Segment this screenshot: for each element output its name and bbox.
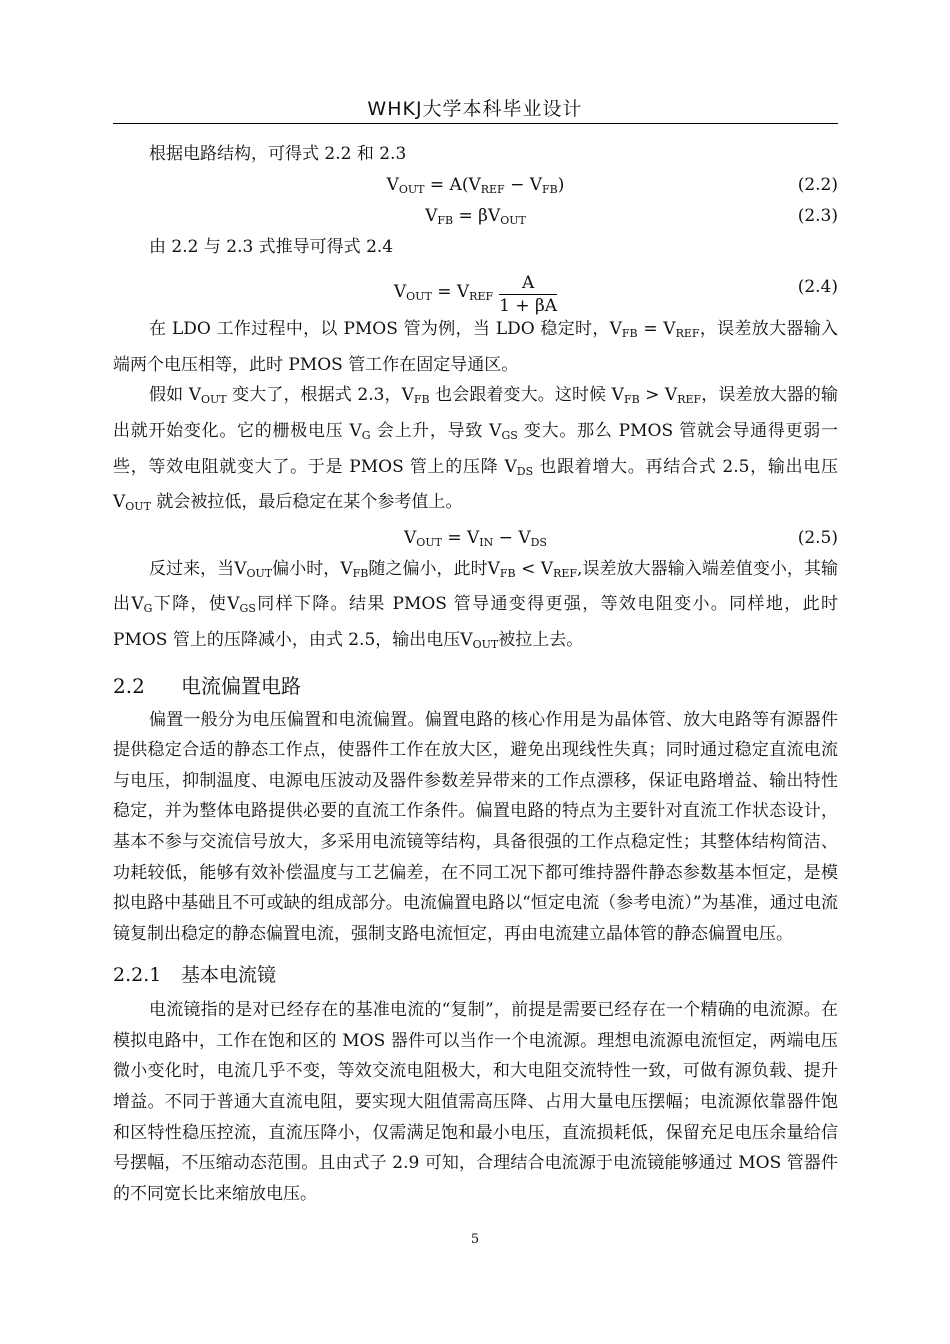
equation-number: (2.2) — [797, 174, 838, 195]
header-rule — [113, 123, 838, 124]
derive-line: 由 2.2 与 2.3 式推导可得式 2.4 — [149, 236, 394, 257]
text-run: 在 LDO 工作过程中，以 PMOS 管为例，当 LDO 稳定时，V — [149, 319, 622, 340]
eq-text: V — [393, 282, 407, 303]
denominator: 1 + βA — [499, 296, 558, 317]
subscript: FB — [499, 566, 516, 580]
eq-text: = A(V — [424, 174, 481, 195]
eq-text: ) — [557, 174, 565, 195]
eq-subscript: OUT — [416, 535, 442, 549]
subscript: FB — [413, 393, 430, 407]
paragraph-current-mirror: 电流镜指的是对已经存在的基准电流的“复制”，前提是需要已经存在一个精确的电流源。在模拟电路中，工作在饱和区的 MOS 器件可以当作一个电流源。理想电流源电流恒定，两端电压微小变化时，电流几乎不变，等效交流电阻极大，和大电阻交流特性一致，可做有源负载、提升增益。不同于普通大直流电阻，要实现大阻值需高压降、占用大量电压摆幅；电流源依靠器件饱和区特性稳压控流，直流压降小，仅需满足饱和最小电压，直流损耗低，保留充足电压余量给信号摆幅，不压缩动态范围。且由式子 2.9 可知，合理结合电流源于电流镜能够通过 MOS 管器件的不同宽长比来缩放电压。 — [113, 1000, 838, 1204]
eq-text: V — [386, 174, 399, 195]
eq-subscript: IN — [479, 535, 494, 549]
numerator: A — [499, 272, 557, 295]
subscript: GS — [501, 428, 518, 442]
subscript: REF — [553, 566, 578, 580]
equation-2-3-expression — [113, 201, 838, 236]
text-run: > V — [639, 385, 678, 406]
eq-text: = βV — [453, 205, 501, 226]
intro-line: 根据电路结构，可得式 2.2 和 2.3 — [149, 144, 407, 164]
equation-number: (2.3) — [797, 205, 838, 226]
subscript: FB — [352, 566, 369, 580]
page-number: 5 — [470, 1232, 480, 1247]
equation-2-2-expression — [113, 170, 838, 205]
eq-subscript: REF — [480, 182, 505, 196]
section-title: 电流偏置电路 — [181, 673, 301, 698]
text-run: 同样下降。结果 PMOS 管导通变得更强，等效电阻变小。同样地，此时 PMOS 管上的压降减小，由式 2.5，输出电压V — [113, 594, 838, 650]
eq-subscript: DS — [530, 535, 547, 549]
eq-text: = V — [441, 527, 480, 548]
eq-text: − V — [493, 527, 531, 548]
text-run: ,误差放大器输入端差值变小，其输出V — [113, 558, 839, 615]
eq-subscript: FB — [542, 182, 558, 196]
text-run: 反过来，当V — [149, 558, 247, 579]
text-run: 随之偏小，此时V — [368, 558, 500, 579]
paragraph-bias-overview: 偏置一般分为电压偏置和电流偏置。偏置电路的核心作用是为晶体管、放大电路等有源器件提供稳定合适的静态工作点，使器件工作在放大区，避免出现线性失真；同时通过稳定直流电流与电压，抑制温度、电源电压波动及器件参数差异带来的工作点漂移，保证电路增益、输出特性稳定，并为整体电路提供必要的直流工作条件。偏置电路的特点为主要针对直流工作状态设计，基本不参与交流信号放大，多采用电流镜等结构，具备很强的工作点稳定性；其整体结构简洁、功耗较低，能够有效补偿温度与工艺偏差，在不同工况下都可维持器件静态参数基本恒定，是模拟电路中基础且不可或缺的组成部分。电流偏置电路以“恒定电流（参考电流）”为基准，通过电流镜复制出稳定的静态偏置电流，强制支路电流恒定，再由电流建立晶体管的静态偏置电压。 — [113, 709, 838, 944]
equation-number: (2.4) — [797, 277, 838, 298]
paragraph-ldo-steady — [113, 314, 838, 380]
text-run: 下降，使V — [152, 594, 240, 615]
subscript: DS — [516, 464, 534, 478]
equation-2-4 — [113, 262, 838, 317]
text-run: 会上升，导致 V — [370, 420, 502, 441]
section-heading-2-2-1 — [113, 959, 838, 991]
subscript: OUT — [472, 637, 499, 651]
eq-text: = V — [431, 282, 470, 303]
text-run: < V — [515, 558, 554, 579]
subscript: FB — [623, 393, 640, 407]
text-run: 变大。那么 PMOS 管就会导通得更弱一些，等效电阻就变大了。于是 PMOS 管上的压降 V — [113, 420, 838, 477]
equation-2-2 — [113, 170, 838, 201]
text-run: 被拉上去。 — [498, 629, 584, 650]
text-run: 假如 V — [149, 385, 201, 406]
subscript: OUT — [201, 393, 227, 407]
eq-subscript: OUT — [500, 213, 526, 227]
page-body — [113, 139, 838, 1209]
text-run: 就会被拉低，最后稳定在某个参考值上。 — [150, 492, 463, 513]
subscript: G — [143, 602, 153, 616]
section-heading-2-2 — [113, 669, 838, 703]
subscript: REF — [675, 327, 700, 341]
header-title: WHKJ大学本科毕业设计 — [367, 98, 583, 120]
text-run: ，误差放大器的输出就开始变化。它的栅极电压 V — [113, 385, 838, 441]
eq-subscript: FB — [437, 213, 454, 227]
text-run: 也会跟着变大。这时候 V — [429, 385, 624, 406]
equation-2-5-expression — [113, 523, 838, 558]
equation-number: (2.5) — [797, 527, 838, 548]
text-run: = V — [637, 319, 676, 340]
equation-2-3 — [113, 201, 838, 232]
equation-2-5 — [113, 523, 838, 554]
eq-subscript: REF — [469, 290, 494, 304]
eq-text: V — [425, 205, 438, 226]
eq-text: V — [404, 527, 417, 548]
text-run: 偏小时，V — [272, 558, 353, 579]
subscript: GS — [239, 602, 256, 616]
subscript: OUT — [246, 566, 273, 580]
subscript: FB — [621, 327, 638, 341]
text-run: 也跟着增大。再结合式 2.5，输出电压 V — [113, 456, 839, 513]
fraction — [499, 272, 557, 317]
section-number: 2.2 — [113, 673, 145, 698]
subscript: G — [361, 428, 371, 442]
eq-text: − V — [504, 174, 543, 195]
subscript: OUT — [125, 500, 151, 514]
equation-2-4-expression — [113, 272, 838, 317]
text-run: 变大了，根据式 2.3，V — [226, 385, 414, 406]
subsection-number: 2.2.1 — [113, 964, 162, 987]
subsection-title: 基本电流镜 — [181, 964, 277, 987]
paragraph-vout-increase — [113, 380, 838, 522]
paragraph-vout-decrease — [113, 554, 838, 661]
subscript: REF — [677, 393, 702, 407]
eq-subscript: OUT — [398, 182, 425, 196]
eq-subscript: OUT — [406, 290, 432, 304]
text-run: ，误差放大器输入端两个电压相等，此时 PMOS 管工作在固定导通区。 — [113, 319, 839, 375]
